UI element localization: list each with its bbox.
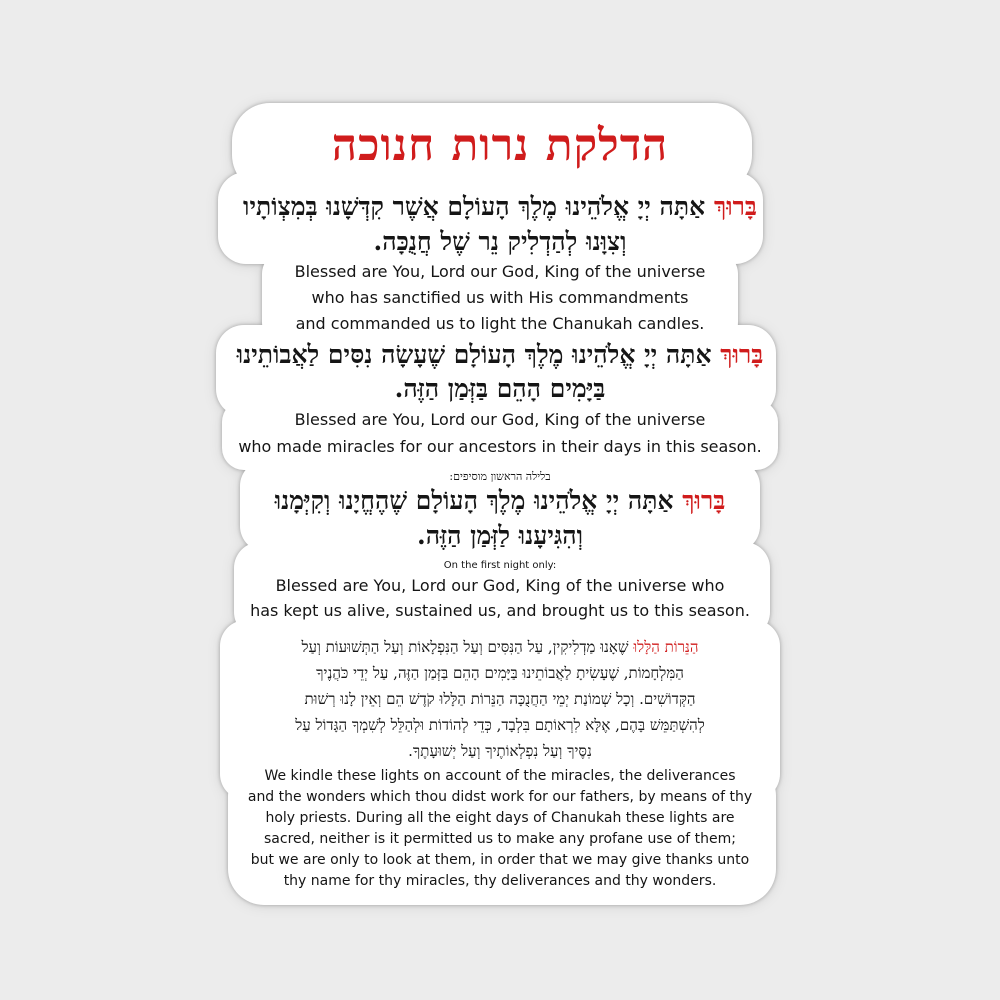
blessing2-english-line2: who made miracles for our ancestors in their days in this season. bbox=[238, 437, 762, 456]
blessing1-hebrew-line1 bbox=[0, 192, 1000, 222]
blessing3-hebrew-line1 bbox=[0, 486, 1000, 516]
hanerot-hebrew-line3: הַקְּדוֹשִׁים. וְכָל שְׁמוֹנַת יְמֵי הַחֲנֻכָּה הַנֵּרוֹת הַלָּלוּ קֹדֶשׁ הֵם וְאֵין לָנוּ רְשׁוּת bbox=[304, 690, 696, 708]
blessing1-baruch: בָּרוּךְ bbox=[713, 192, 757, 221]
blessing3-english-line1: Blessed are You, Lord our God, King of the universe who bbox=[275, 576, 725, 595]
blessing3-english-note: On the first night only: bbox=[443, 560, 557, 571]
hanerot-hebrew-line5: נִסֶּיךָ וְעַל נִפְלְאוֹתֶיךָ וְעַל יְשׁוּעָתֶךָ. bbox=[408, 742, 592, 760]
blessing2-hebrew-line1-rest: אַתָּה יְיָ אֱלֹהֵינוּ מֶלֶךְ הָעוֹלָם שֶׁעָשָׂה נִסִּים לַאֲבוֹתֵינוּ bbox=[236, 340, 712, 369]
hanerot-hebrew-line4: לְהִשְׁתַּמֵּשׁ בָּהֶם, אֶלָּא לִרְאוֹתָם בִּלְבָד, כְּדֵי לְהוֹדוֹת וּלְהַלֵּל לְשִׁמְךָ הַגָּדוֹל עַל bbox=[295, 716, 705, 734]
blessing3-english-line2: has kept us alive, sustained us, and brought us to this season. bbox=[250, 601, 750, 620]
blessing1-english-line3: and commanded us to light the Chanukah candles. bbox=[295, 314, 705, 333]
hanerot-red-start: הַנֵּרוֹת הַלָּלוּ bbox=[633, 638, 699, 656]
hanerot-hebrew-line2: הַמִּלְחָמוֹת, שֶׁעָשִׂיתָ לַאֲבוֹתֵינוּ בַּיָּמִים הָהֵם בַּזְּמַן הַזֶּה, עַל יְדֵי כֹּהֲנֶיךָ bbox=[316, 664, 684, 682]
hanerot-english-line3: holy priests. During all the eight days of Chanukah these lights are bbox=[265, 810, 735, 826]
hanerot-english-line4: sacred, neither is it permitted us to make any profane use of them; bbox=[264, 831, 736, 847]
blessing1-hebrew-line1-rest: אַתָּה יְיָ אֱלֹהֵינוּ מֶלֶךְ הָעוֹלָם אֲשֶׁר קִדְּשָׁנוּ בְּמִצְוֹתָיו bbox=[243, 192, 706, 221]
blessing1-hebrew-line2: וְצִוָּנוּ לְהַדְלִיק נֵר שֶׁל חֲנֻכָּה. bbox=[373, 227, 627, 256]
hanerot-english-line1: We kindle these lights on account of the miracles, the deliverances bbox=[264, 768, 736, 784]
blessing3-baruch: בָּרוּךְ bbox=[682, 486, 726, 515]
blessing2-hebrew-line2: בַּיָּמִים הָהֵם בַּזְּמַן הַזֶּה. bbox=[394, 374, 606, 403]
hanerot-english-line5: but we are only to look at them, in order that we may give thanks unto bbox=[250, 852, 750, 868]
hanerot-english-line6: thy name for thy miracles, thy deliverances and thy wonders. bbox=[283, 873, 717, 889]
blessing1-english-line2: who has sanctified us with His commandments bbox=[311, 288, 689, 307]
blessing3-hebrew-line1-rest: אַתָּה יְיָ אֱלֹהֵינוּ מֶלֶךְ הָעוֹלָם שֶׁהֶחֱיָנוּ וְקִיְּמָנוּ bbox=[274, 486, 674, 515]
hanerot-english-line2: and the wonders which thou didst work for our fathers, by means of thy bbox=[247, 789, 753, 805]
blessing3-hebrew-note: בלילה הראשון מוסיפים: bbox=[449, 470, 551, 483]
blessing3-hebrew-line2: וְהִגִּיעָנוּ לַזְּמַן הַזֶּה. bbox=[417, 521, 583, 550]
blessing2-hebrew-line1 bbox=[0, 340, 1000, 370]
blessing2-english-line1: Blessed are You, Lord our God, King of the universe bbox=[294, 410, 706, 429]
page-title: הדלקת נרות חנוכה bbox=[331, 120, 669, 171]
hanerot-hebrew-line1 bbox=[0, 638, 1000, 657]
blessing1-english-line1: Blessed are You, Lord our God, King of the universe bbox=[294, 262, 706, 281]
hanerot-hebrew-line1-rest: שֶׁאָנוּ מַדְלִיקִין, עַל הַנִּסִּים וְעַל הַנִּפְלָאוֹת וְעַל הַתְּשׁוּעוֹת וְעַל bbox=[301, 638, 629, 656]
blessing2-baruch: בָּרוּךְ bbox=[720, 340, 764, 369]
